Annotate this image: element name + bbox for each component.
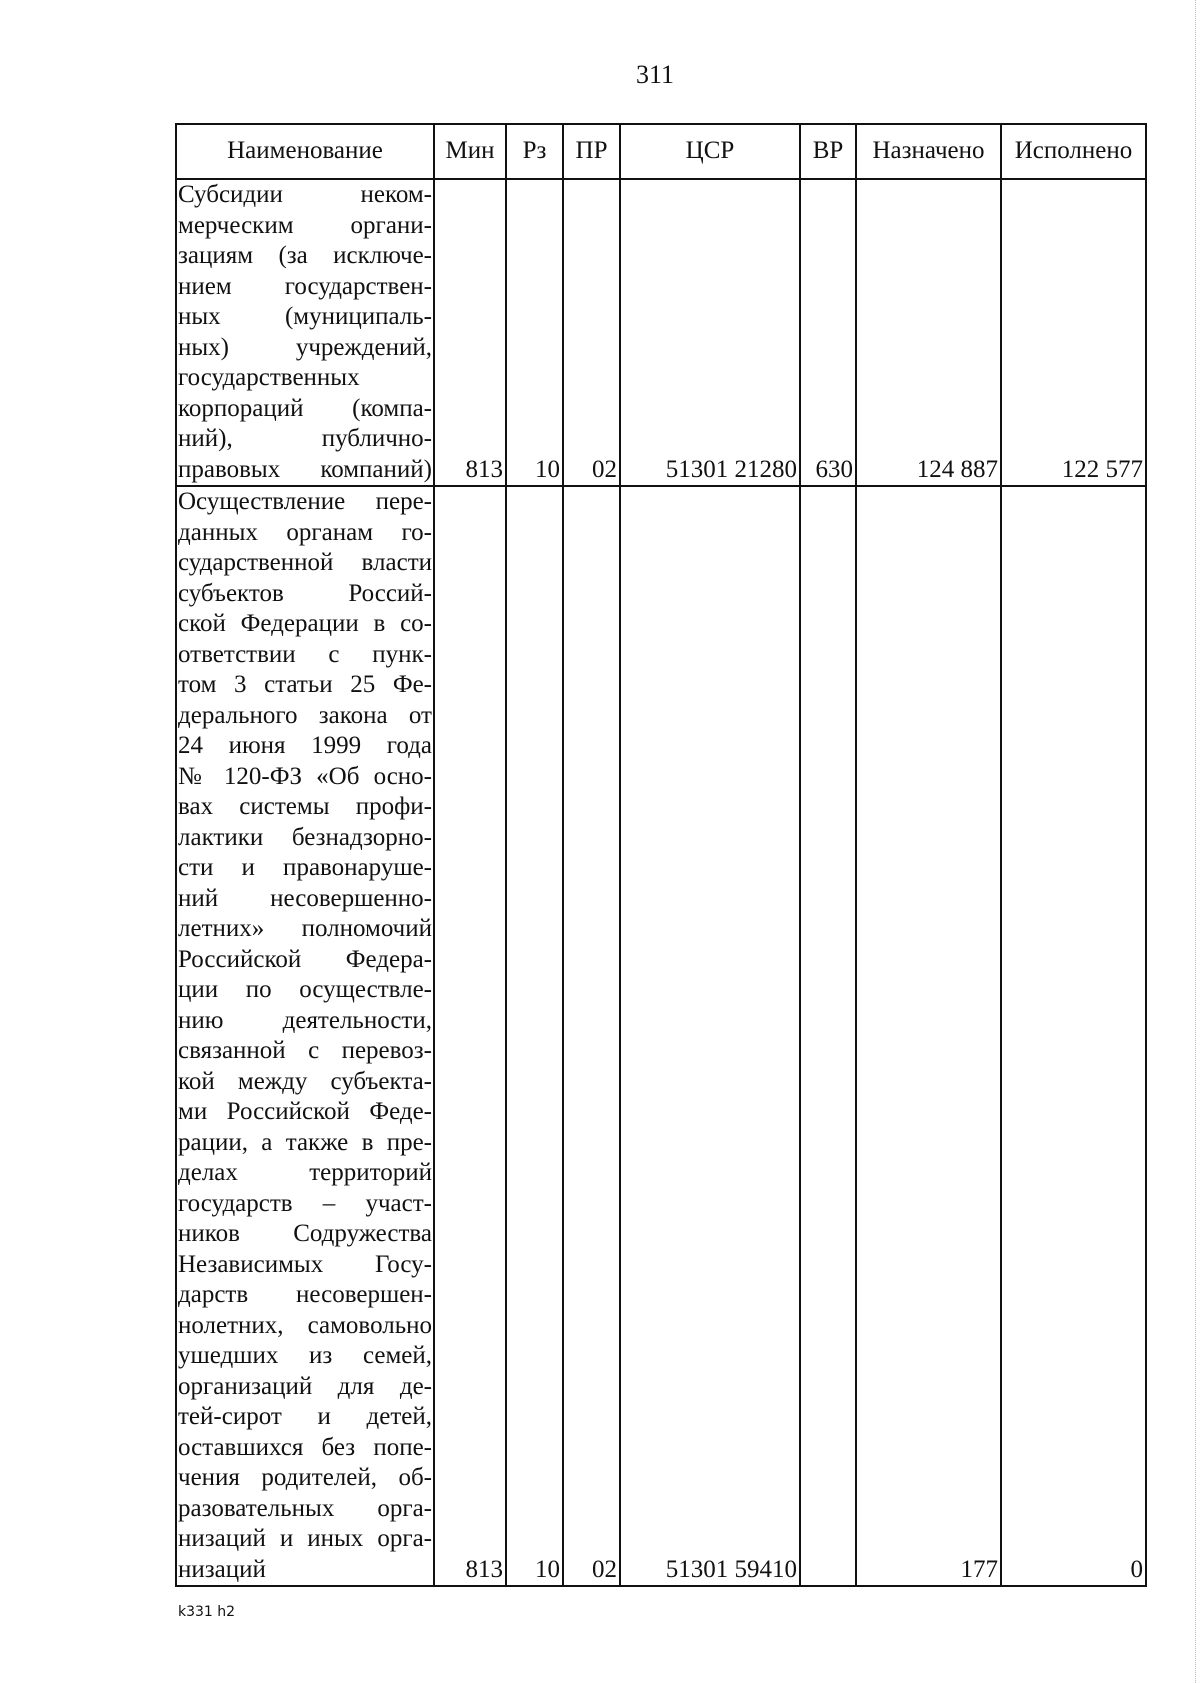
row-name-line: 24 июня 1999 года (178, 732, 432, 759)
row-name-cell (176, 486, 434, 1586)
row-min-cell: 813 (434, 179, 506, 486)
row-name-line: низаций (178, 1555, 266, 1583)
row-name-line: ушедших из семей, (178, 1342, 432, 1369)
row-name-cell (176, 179, 434, 486)
row-name-line: № 120-ФЗ «Об осно- (178, 762, 432, 790)
table-row (176, 179, 1146, 486)
row-assigned-cell: 124 887 (856, 179, 1001, 486)
table-row (176, 486, 1146, 1586)
header-name: Наименование (176, 124, 434, 179)
row-name-line: субъектов Россий- (178, 579, 432, 607)
header-executed: Исполнено (1001, 124, 1146, 179)
row-vr-cell: 630 (800, 179, 856, 486)
row-name-line: Осуществление пере- (178, 488, 432, 515)
row-name-line: ников Содружества (178, 1220, 432, 1247)
row-name-line: корпораций (компа- (178, 394, 432, 422)
footer-code: k331 h2 (178, 1604, 236, 1620)
row-name-line: нием государствен- (178, 272, 432, 300)
row-name-line: чения родителей, об- (178, 1464, 432, 1491)
row-csr-cell: 51301 59410 (620, 486, 800, 1586)
row-min-cell: 813 (434, 486, 506, 1586)
row-name-line: ний), публично- (178, 425, 432, 452)
header-vr: ВР (800, 124, 856, 179)
row-name-line: нолетних, самовольно (178, 1311, 432, 1339)
row-name-line: нию деятельности, (178, 1006, 432, 1034)
row-pr-cell: 02 (563, 179, 620, 486)
row-name-line: ми Российской Феде- (178, 1098, 432, 1125)
row-name-line: государственных (178, 364, 360, 391)
header-csr: ЦСР (620, 124, 800, 179)
row-name-line: оставшихся без попе- (178, 1433, 432, 1461)
row-name-line: сударственной власти (178, 549, 432, 576)
row-name-line: ных) учреждений, (178, 333, 432, 361)
row-name-line: организаций для де- (178, 1372, 432, 1400)
row-assigned-cell: 177 (856, 486, 1001, 1586)
row-name-line: тей-сирот и детей, (178, 1403, 432, 1430)
row-name-line: кой между субъекта- (178, 1067, 432, 1095)
row-name-line: разовательных орга- (178, 1494, 432, 1522)
row-name-line: правовых компаний) (178, 455, 432, 483)
header-assigned: Назначено (856, 124, 1001, 179)
row-rz-cell: 10 (506, 486, 563, 1586)
row-name-line: зациям (за исключе- (178, 242, 432, 269)
row-name-line: связанной с перевоз- (178, 1037, 432, 1064)
row-pr-cell: 02 (563, 486, 620, 1586)
header-min: Мин (434, 124, 506, 179)
row-name-line: государств – участ- (178, 1189, 432, 1217)
row-name-line: ответствии с пунк- (178, 640, 432, 668)
row-name-line: дерального закона от (178, 701, 432, 729)
row-name-line: ции по осуществле- (178, 976, 432, 1003)
row-name-line: делах территорий (178, 1159, 432, 1186)
row-executed-cell: 122 577 (1001, 179, 1146, 486)
row-name-line: Независимых Госу- (178, 1250, 432, 1278)
row-name-line: мерческим органи- (178, 211, 432, 239)
budget-table (175, 123, 1147, 1587)
row-name-line: ской Федерации в со- (178, 610, 432, 637)
row-name-line: данных органам го- (178, 518, 432, 546)
row-name-line: летних» полномочий (178, 915, 432, 942)
header-rz: Рз (506, 124, 563, 179)
row-name-line: рации, а также в пре- (178, 1128, 432, 1156)
row-name-line: том 3 статьи 25 Фе- (178, 671, 432, 698)
row-name-line: ний несовершенно- (178, 884, 432, 912)
row-name-line: Субсидии неком- (178, 181, 432, 208)
page-number: 311 (635, 60, 675, 89)
row-name-line: вах системы профи- (178, 793, 432, 820)
row-name-line: Российской Федера- (178, 945, 432, 973)
row-name-line: сти и правонаруше- (178, 854, 432, 881)
row-csr-cell: 51301 21280 (620, 179, 800, 486)
row-name-line: низаций и иных орга- (178, 1525, 432, 1552)
row-executed-cell: 0 (1001, 486, 1146, 1586)
scan-edge-marks (1189, 0, 1196, 1683)
row-name-line: ных (муниципаль- (178, 303, 432, 330)
header-pr: ПР (563, 124, 620, 179)
row-rz-cell: 10 (506, 179, 563, 486)
table-header-row (176, 124, 1146, 179)
row-name-line: лактики безнадзорно- (178, 823, 432, 851)
row-name-line: дарств несовершен- (178, 1281, 432, 1308)
row-vr-cell (800, 486, 856, 1586)
